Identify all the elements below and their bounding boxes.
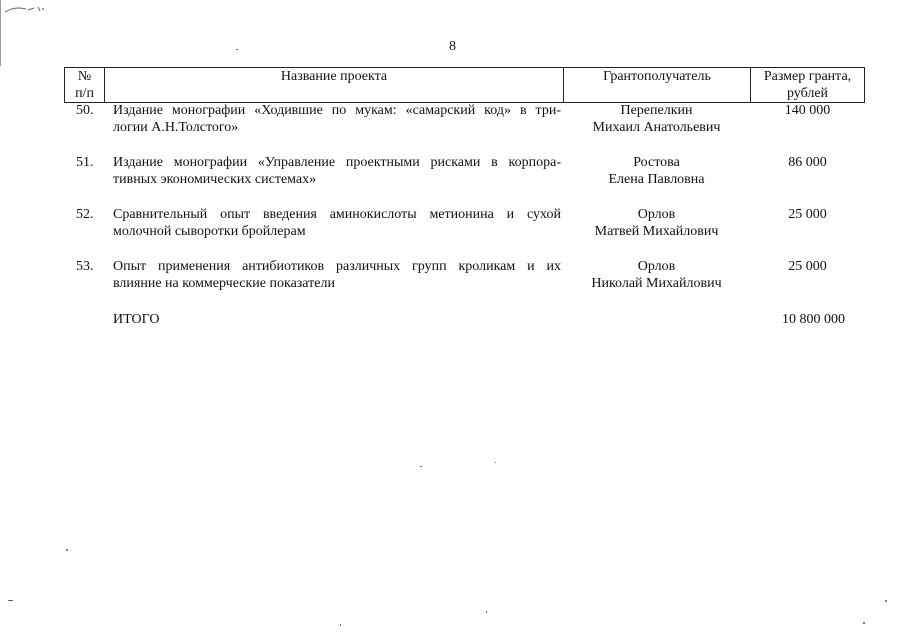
page-number: 8 [449,39,456,54]
grants-table [64,67,865,327]
table-row [64,206,865,246]
scan-speck [340,624,341,626]
scan-speck [863,622,865,624]
table-row [64,102,865,142]
table-row [64,154,865,194]
row-project-name-line1: Издание монографии «Управление проектными рисками в корпора- [113,155,561,170]
row-recipient-given-names: Михаил Анатольевич [592,120,721,135]
scan-speck [236,49,238,50]
table-row [64,258,865,298]
row-recipient-given-names: Николай Михайлович [591,276,722,291]
row-recipient-surname: Ростова [633,155,680,170]
header-number-label: № п/п [75,69,94,101]
scan-speck [8,600,13,601]
header-recipient [563,68,750,102]
row-recipient [563,206,750,240]
row-recipient [563,258,750,292]
row-project-name [113,102,561,136]
row-recipient-surname: Орлов [637,259,676,274]
row-recipient-surname: Орлов [637,207,676,222]
row-recipient [563,154,750,188]
row-project-name [113,258,561,292]
header-amount-label: Размер гранта, рублей [763,69,852,101]
row-number: 53. [76,259,94,274]
total-value: 10 800 000 [782,312,845,327]
row-amount: 86 000 [788,155,827,170]
total-label: ИТОГО [113,312,160,327]
row-project-name [113,206,561,240]
scan-speck [420,466,422,467]
scan-artifact-mark [4,2,50,16]
row-number: 51. [76,155,94,170]
scan-speck [66,549,68,551]
row-project-name-line2: тивных экономических системах» [113,172,317,187]
header-project-name [104,68,563,102]
scan-speck [486,611,487,613]
header-recipient-label: Грантополучатель [603,69,711,84]
row-project-name-line2: влияние на коммерческие показатели [113,276,335,291]
row-recipient-given-names: Елена Павловна [608,172,705,187]
row-number: 52. [76,207,94,222]
row-amount: 25 000 [788,259,827,274]
row-recipient-surname: Перепелкин [620,103,693,118]
row-project-name-line2: молочной сыворотки бройлерам [113,224,306,239]
row-project-name [113,154,561,188]
scan-speck [495,462,496,463]
row-recipient-given-names: Матвей Михайлович [594,224,719,239]
row-amount: 25 000 [788,207,827,222]
row-recipient [563,102,750,136]
row-amount: 140 000 [784,103,831,118]
row-project-name-line1: Опыт применения антибиотиков различных групп кроликам и их [113,259,561,274]
row-project-name-line1: Сравнительный опыт введения аминокислоты метионина и сухой [113,207,561,222]
scan-edge-line [0,0,1,66]
header-number [64,68,104,102]
header-amount [750,68,865,102]
scan-speck [885,600,887,602]
row-project-name-line2: логии А.Н.Толстого» [113,120,239,135]
row-project-name-line1: Издание монографии «Ходившие по мукам: «самарский код» в три- [113,103,561,118]
header-project-name-label: Название проекта [280,69,388,84]
row-number: 50. [76,103,94,118]
table-header-row [64,67,865,103]
